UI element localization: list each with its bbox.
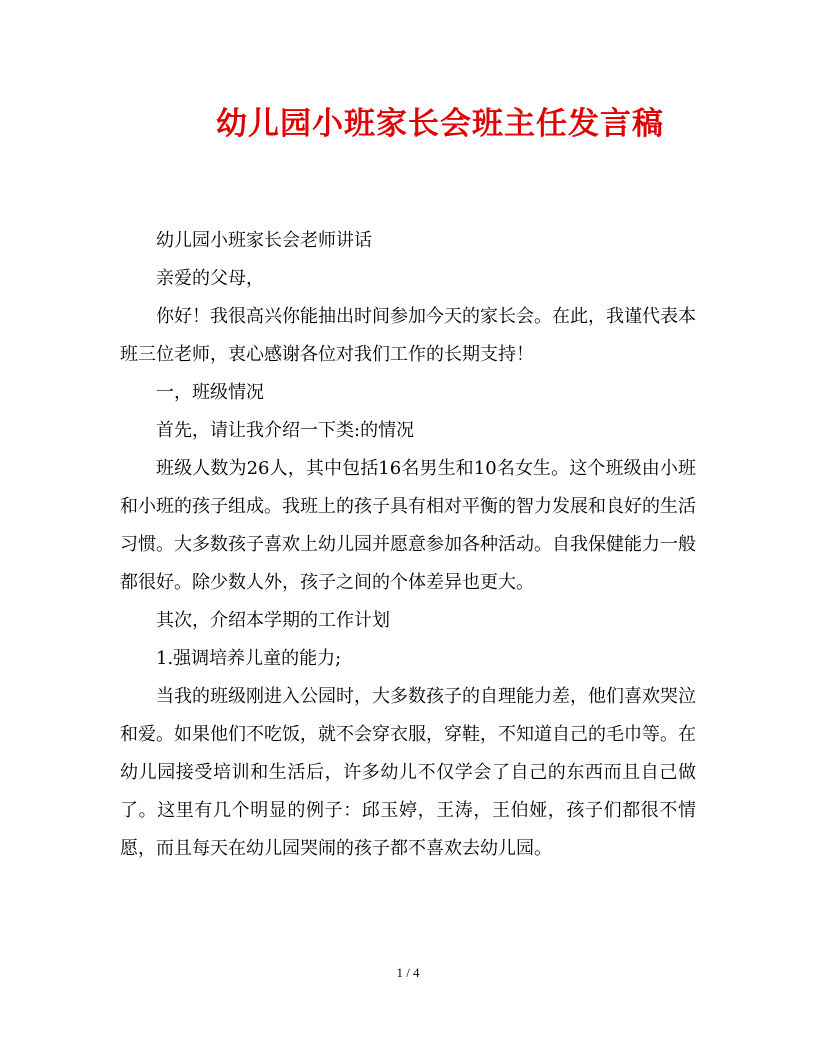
paragraph-4: 一，班级情况 bbox=[156, 382, 264, 403]
paragraph-3: 你好！我很高兴你能抽出时间参加今天的家长会。在此，我谨代表本班三位老师，衷心感谢各位对我们工作的长期支持！ bbox=[120, 306, 696, 365]
paragraph-5: 首先，请让我介绍一下类:的情况 bbox=[156, 420, 415, 441]
page-number: 1 / 4 bbox=[396, 965, 420, 980]
paragraph-1: 幼儿园小班家长会老师讲话 bbox=[156, 230, 372, 251]
paragraph-8: 1.强调培养儿童的能力; bbox=[156, 648, 342, 669]
document-body bbox=[120, 222, 696, 868]
paragraph-7: 其次，介绍本学期的工作计划 bbox=[156, 610, 390, 631]
paragraph-9: 当我的班级刚进入公园时，大多数孩子的自理能力差，他们喜欢哭泣和爱。如果他们不吃饭，就不会穿衣服，穿鞋，不知道自己的毛巾等。在幼儿园接受培训和生活后，许多幼儿不仅学会了自己的东西而且自己做了。这里有几个明显的例子：邱玉婷，王涛，王伯娅，孩子们都很不情愿，而且每天在幼儿园哭闹的孩子都不喜欢去幼儿园。 bbox=[120, 686, 696, 859]
document-title: 幼儿园小班家长会班主任发言稿 bbox=[216, 106, 664, 142]
paragraph-2: 亲爱的父母， bbox=[156, 268, 264, 289]
paragraph-6: 班级人数为26人，其中包括16名男生和10名女生。这个班级由小班和小班的孩子组成。我班上的孩子具有相对平衡的智力发展和良好的生活习惯。大多数孩子喜欢上幼儿园并愿意参加各种活动。自我保健能力一般都很好。除少数人外，孩子之间的个体差异也更大。 bbox=[120, 458, 696, 593]
